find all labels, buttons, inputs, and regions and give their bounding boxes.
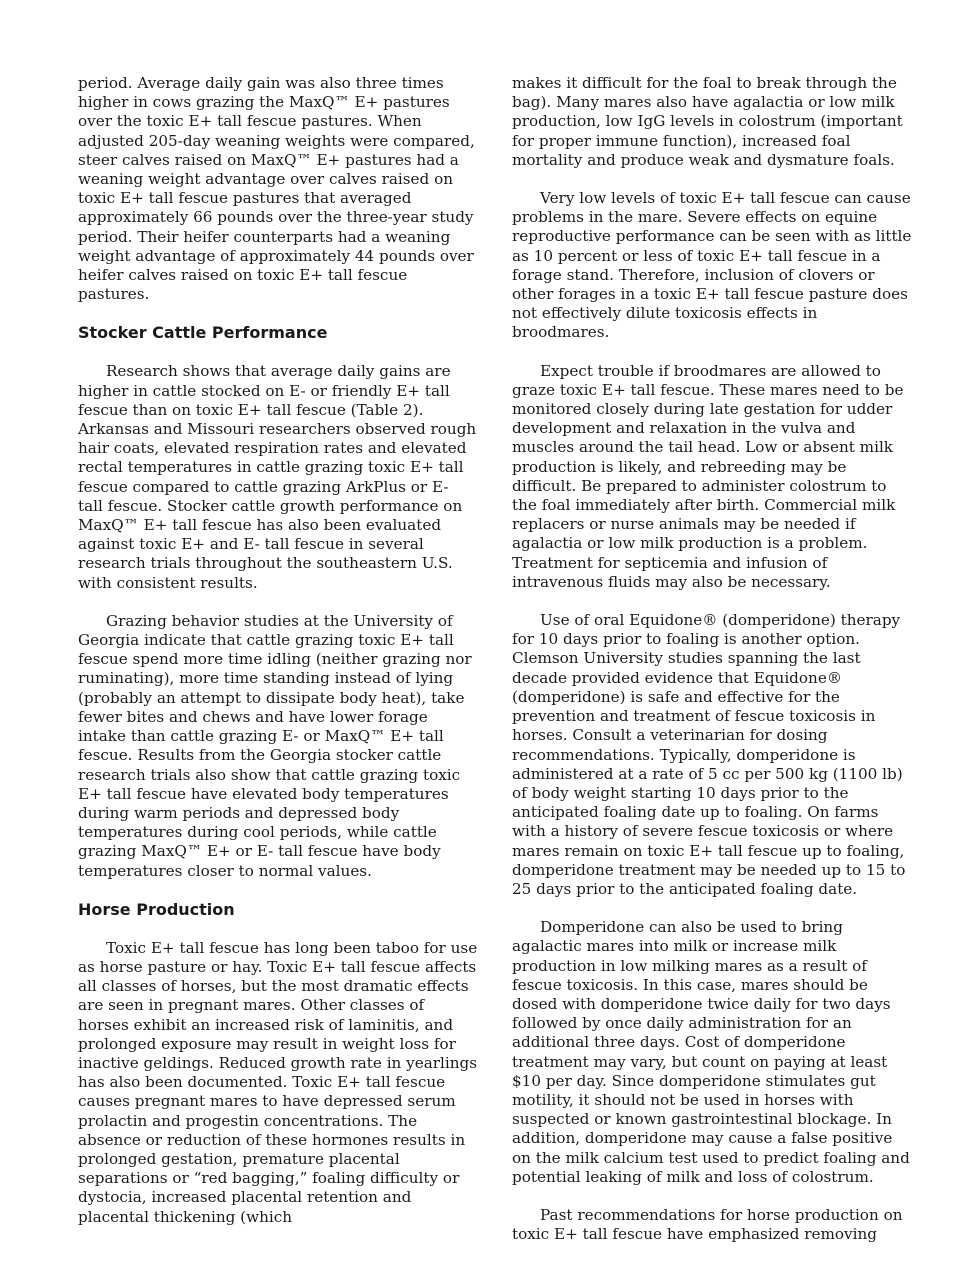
left-column [78, 74, 478, 1227]
paragraph-low-levels: Very low levels of toxic E+ tall fescue can cause problems in the mare. Severe effects on equine reproductive performance can be seen with as little as 10 percent or less of toxic E+ tall fescue in a forage stand. Therefore, inclusion of clovers or other forages in a toxic E+ tall fescue pasture does not effectively dilute toxicosis effects in broodmares. [512, 189, 912, 342]
paragraph-expect-trouble: Expect trouble if broodmares are allowed to graze toxic E+ tall fescue. These mares need to be monitored closely during late gestation for udder development and relaxation in the vulva and muscles around the tail head. Low or absent milk production is likely, and rebreeding may be difficult. Be prepared to administer colostrum to the foal immediately after birth. Commercial milk replacers or nurse animals may be needed if agalactia or low milk production is a problem. Treatment for septicemia and infusion of intravenous fluids may also be necessary. [512, 361, 904, 591]
heading-stocker-cattle: Stocker Cattle Performance [78, 323, 328, 343]
paragraph-stocker-gains: Research shows that average daily gains are higher in cattle stocked on E- or friendly E+ tall fescue than on toxic E+ tall fescue (Table 2). Arkansas and Missouri researchers observed rough hair coats, elevated respiration rates and elevated rectal temperatures in cattle grazing toxic E+ tall fescue compared to cattle grazing ArkPlus or E- tall fescue. Stocker cattle growth performance on MaxQ™ E+ tall fescue has also been evaluated against toxic E+ and E- tall fescue in several research trials throughout the southeastern U.S. with consistent results. [78, 362, 477, 592]
paragraph-domperidone-agalactic: Domperidone can also be used to bring agalactic mares into milk or increase milk production in low milking mares as a result of fescue toxicosis. In this case, mares should be dosed with domperidone twice daily for two days followed by once daily administration for an additional three days. Cost of domperidone treatment may vary, but count on paying at least $10 per day. Since domperidone stimulates gut motility, it should not be used in horses with suspected or known gastrointestinal blockage. In addition, domperidone may cause a false positive on the milk calcium test used to predict foaling and potential leaking of milk and loss of colostrum. [512, 918, 910, 1186]
paragraph-grazing-behavior: Grazing behavior studies at the University of Georgia indicate that cattle grazing toxic E+ tall fescue spend more time idling (neither grazing nor ruminating), more time standing instead of lying (probably an attempt to dissipate body heat), take fewer bites and chews and have lower forage intake than cattle grazing E- or MaxQ™ E+ tall fescue. Results from the Georgia stocker cattle research trials also show that cattle grazing toxic E+ tall fescue have elevated body temperatures during warm periods and depressed body temperatures during cool periods, while cattle grazing MaxQ™ E+ or E- tall fescue have body temperatures closer to normal values. [78, 611, 472, 880]
right-column [512, 74, 912, 1244]
paragraph-foal-bag-continued: makes it difficult for the foal to break through the bag). Many mares also have agalactia or low milk production, low IgG levels in colostrum (important for proper immune function), increased foal mortality and produce weak and dysmature foals. [512, 74, 903, 169]
heading-horse-production: Horse Production [78, 899, 235, 919]
paragraph-cow-calf-continued: period. Average daily gain was also three times higher in cows grazing the MaxQ™ E+ pastures over the toxic E+ tall fescue pastures. When adjusted 205-day weaning weights were compared, steer calves raised on MaxQ™ E+ pastures had a weaning weight advantage over calves raised on toxic E+ tall fescue pastures that averaged approximately 66 pounds over the three-year study period. Their heifer counterparts had a weaning weight advantage of approximately 44 pounds over heifer calves raised on toxic E+ tall fescue pastures. [78, 74, 475, 304]
paragraph-horse-taboo: Toxic E+ tall fescue has long been taboo for use as horse pasture or hay. Toxic E+ tall fescue affects all classes of horses, but the most dramatic effects are seen in pregnant mares. Other classes of horses exhibit an increased risk of laminitis, and prolonged exposure may result in weight loss for inactive geldings. Reduced growth rate in yearlings has also been documented. Toxic E+ tall fescue causes pregnant mares to have depressed serum prolactin and progestin concentrations. The absence or reduction of these hormones results in prolonged gestation, premature placental separations or “red bagging,” foaling difficulty or dystocia, increased placental retention and placental thickening (which [78, 938, 478, 1226]
paragraph-equidone-therapy: Use of oral Equidone® (domperidone) therapy for 10 days prior to foaling is another option. Clemson University studies spanning the last decade provided evidence that Equidone® (domperidone) is safe and effective for the prevention and treatment of fescue toxicosis in horses. Consult a veterinarian for dosing recommendations. Typically, domperidone is administered at a rate of 5 cc per 500 kg (1100 lb) of body weight starting 10 days prior to the anticipated foaling date up to foaling. On farms with a history of severe fescue toxicosis or where mares remain on toxic E+ tall fescue up to foaling, domperidone treatment may be needed up to 15 to 25 days prior to the anticipated foaling date. [512, 611, 906, 898]
paragraph-past-recommendations: Past recommendations for horse production on toxic E+ tall fescue have emphasized removing [512, 1205, 903, 1244]
